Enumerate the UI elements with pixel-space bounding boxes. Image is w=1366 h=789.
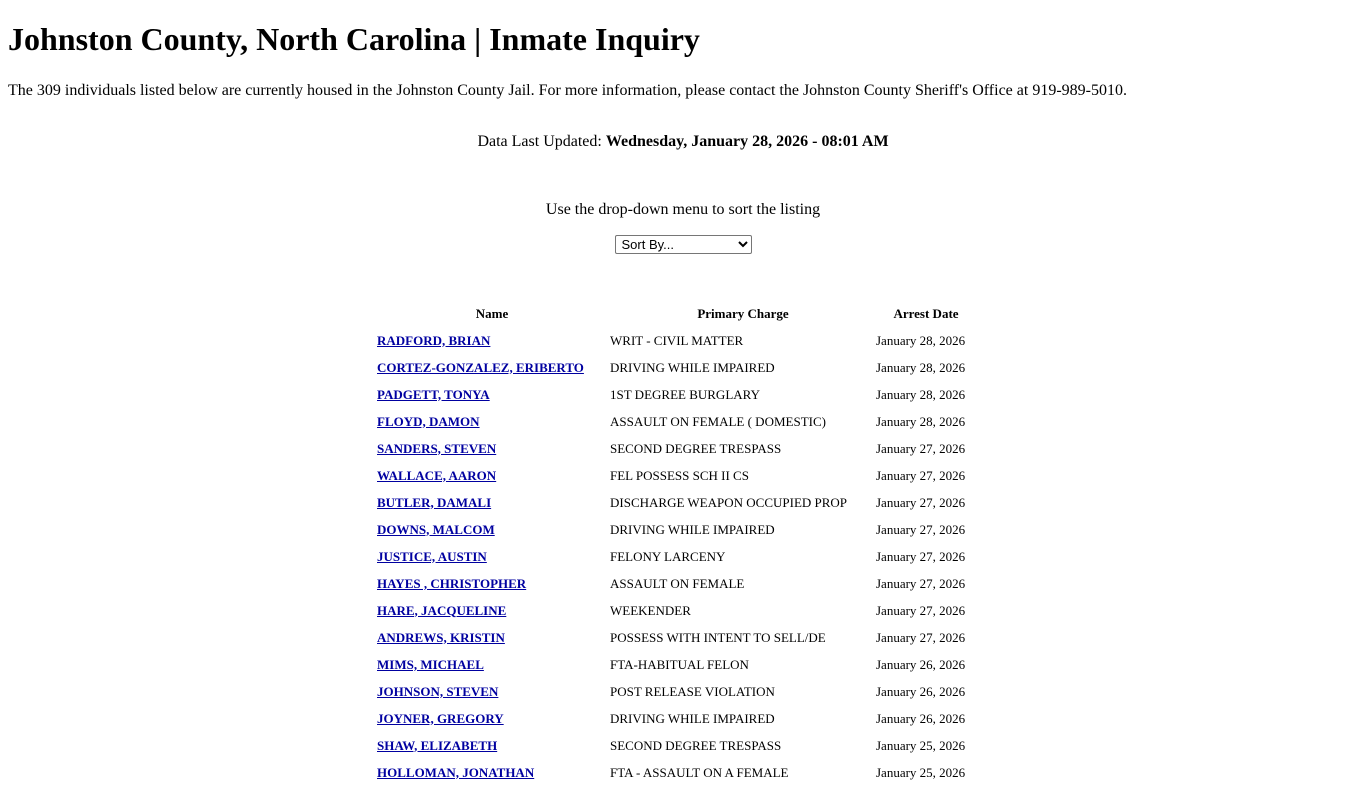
primary-charge-cell: DRIVING WHILE IMPAIRED — [610, 359, 775, 375]
page-title: Johnston County, North Carolina | Inmate Inquiry — [8, 21, 700, 57]
arrest-date-cell: January 28, 2026 — [876, 386, 966, 402]
inmate-name-link[interactable]: HOLLOMAN, JONATHAN — [377, 764, 535, 780]
name-cell — [374, 408, 610, 435]
name-cell — [374, 624, 610, 651]
last-updated — [8, 133, 1358, 151]
table-row — [374, 651, 976, 678]
table-row — [374, 489, 976, 516]
arrest-date-cell: January 27, 2026 — [876, 494, 966, 510]
primary-charge-cell: FEL POSSESS SCH II CS — [610, 467, 749, 483]
table-row — [374, 435, 976, 462]
name-cell — [374, 570, 610, 597]
column-header-charge: Primary Charge — [697, 305, 789, 321]
name-cell — [374, 543, 610, 570]
primary-charge-cell: FELONY LARCENY — [610, 548, 726, 564]
inmate-name-link[interactable]: MIMS, MICHAEL — [377, 656, 484, 672]
table-row — [374, 597, 976, 624]
table-row — [374, 381, 976, 408]
name-cell — [374, 651, 610, 678]
primary-charge-cell: POST RELEASE VIOLATION — [610, 683, 775, 699]
arrest-date-cell: January 25, 2026 — [876, 764, 966, 780]
primary-charge-cell: FTA - ASSAULT ON A FEMALE — [610, 764, 789, 780]
inmate-name-link[interactable]: SHAW, ELIZABETH — [377, 737, 498, 753]
primary-charge-cell: ASSAULT ON FEMALE — [610, 575, 745, 591]
primary-charge-cell: 1ST DEGREE BURGLARY — [610, 386, 760, 402]
primary-charge-cell: WEEKENDER — [610, 602, 691, 618]
name-cell — [374, 516, 610, 543]
name-cell — [374, 381, 610, 408]
arrest-date-cell: January 26, 2026 — [876, 683, 966, 699]
inmate-name-link[interactable]: HAYES , CHRISTOPHER — [377, 575, 527, 591]
name-cell — [374, 327, 610, 354]
table-row — [374, 516, 976, 543]
table-row — [374, 705, 976, 732]
page — [0, 21, 1366, 786]
arrest-date-cell: January 27, 2026 — [876, 629, 966, 645]
inmate-name-link[interactable]: BUTLER, DAMALI — [377, 494, 492, 510]
inmate-name-link[interactable]: ANDREWS, KRISTIN — [377, 629, 505, 645]
primary-charge-cell: SECOND DEGREE TRESPASS — [610, 440, 782, 456]
arrest-date-cell: January 27, 2026 — [876, 602, 966, 618]
arrest-date-cell: January 28, 2026 — [876, 359, 966, 375]
table-row — [374, 624, 976, 651]
table-row — [374, 732, 976, 759]
primary-charge-cell: SECOND DEGREE TRESPASS — [610, 737, 782, 753]
arrest-date-cell: January 25, 2026 — [876, 737, 966, 753]
sort-dropdown[interactable] — [615, 235, 752, 254]
inmate-name-link[interactable]: FLOYD, DAMON — [377, 413, 480, 429]
primary-charge-cell: WRIT - CIVIL MATTER — [610, 332, 744, 348]
name-cell — [374, 759, 610, 786]
primary-charge-cell: FTA-HABITUAL FELON — [610, 656, 749, 672]
name-cell — [374, 705, 610, 732]
name-cell — [374, 732, 610, 759]
arrest-date-cell: January 28, 2026 — [876, 413, 966, 429]
arrest-date-cell: January 27, 2026 — [876, 548, 966, 564]
inmate-name-link[interactable]: HARE, JACQUELINE — [377, 602, 507, 618]
primary-charge-cell: DRIVING WHILE IMPAIRED — [610, 521, 775, 537]
arrest-date-cell: January 27, 2026 — [876, 440, 966, 456]
arrest-date-cell: January 27, 2026 — [876, 575, 966, 591]
table-row — [374, 462, 976, 489]
inmate-name-link[interactable]: JOHNSON, STEVEN — [377, 683, 499, 699]
arrest-date-cell: January 26, 2026 — [876, 656, 966, 672]
table-row — [374, 408, 976, 435]
inmate-name-link[interactable]: DOWNS, MALCOM — [377, 521, 495, 537]
sort-container — [8, 235, 1358, 254]
name-cell — [374, 435, 610, 462]
inmate-name-link[interactable]: JUSTICE, AUSTIN — [377, 548, 487, 564]
sort-instruction: Use the drop-down menu to sort the listing — [545, 201, 821, 218]
table-row — [374, 543, 976, 570]
table-row — [374, 759, 976, 786]
inmate-name-link[interactable]: WALLACE, AARON — [377, 467, 497, 483]
table-row — [374, 678, 976, 705]
primary-charge-cell: ASSAULT ON FEMALE ( DOMESTIC) — [610, 413, 826, 429]
primary-charge-cell: POSSESS WITH INTENT TO SELL/DE — [610, 629, 826, 645]
last-updated-value: Wednesday, January 28, 2026 - 08:01 AM — [605, 133, 889, 150]
arrest-date-cell: January 28, 2026 — [876, 332, 966, 348]
name-cell — [374, 597, 610, 624]
table-header-row — [374, 300, 976, 327]
inmate-name-link[interactable]: RADFORD, BRIAN — [377, 332, 491, 348]
column-header-date: Arrest Date — [893, 305, 959, 321]
inmate-name-link[interactable]: PADGETT, TONYA — [377, 386, 490, 402]
inmate-name-link[interactable]: CORTEZ-GONZALEZ, ERIBERTO — [377, 359, 584, 375]
arrest-date-cell: January 27, 2026 — [876, 521, 966, 537]
name-cell — [374, 462, 610, 489]
arrest-date-cell: January 27, 2026 — [876, 467, 966, 483]
inmate-name-link[interactable]: JOYNER, GREGORY — [377, 710, 504, 726]
last-updated-label: Data Last Updated: — [477, 133, 606, 150]
table-row — [374, 354, 976, 381]
table-body — [374, 327, 976, 786]
inmate-table — [374, 300, 976, 786]
table-row — [374, 327, 976, 354]
primary-charge-cell: DISCHARGE WEAPON OCCUPIED PROP — [610, 494, 848, 510]
name-cell — [374, 354, 610, 381]
intro-text: The 309 individuals listed below are currently housed in the Johnston County Jail. For more information, please contact the Johnston County Sheriff's Office at 919-989-5010. — [8, 82, 1127, 99]
table-row — [374, 570, 976, 597]
name-cell — [374, 489, 610, 516]
column-header-name: Name — [475, 305, 509, 321]
arrest-date-cell: January 26, 2026 — [876, 710, 966, 726]
name-cell — [374, 678, 610, 705]
primary-charge-cell: DRIVING WHILE IMPAIRED — [610, 710, 775, 726]
inmate-name-link[interactable]: SANDERS, STEVEN — [377, 440, 497, 456]
